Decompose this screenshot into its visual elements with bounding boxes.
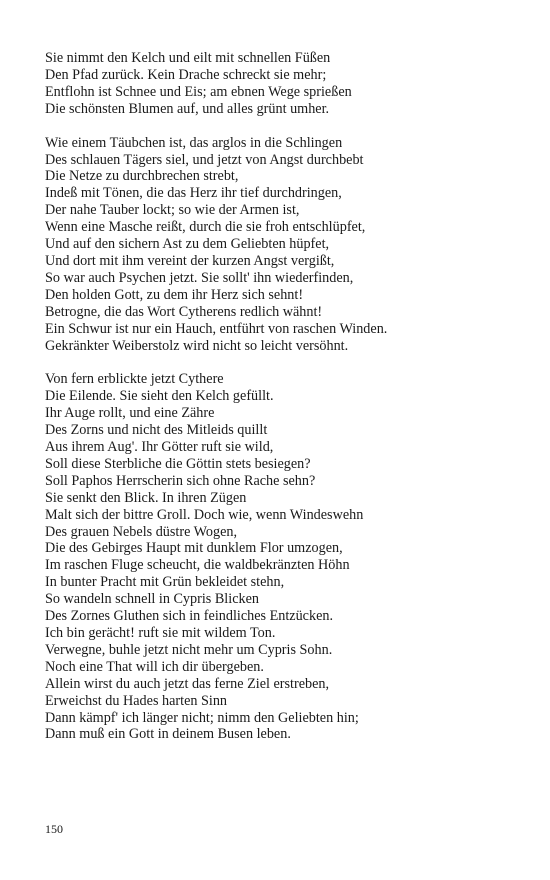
page-number: 150: [45, 822, 63, 836]
poem-line: Den Pfad zurück. Kein Drache schreckt sie mehr;: [45, 66, 327, 83]
poem-line: Die Netze zu durchbrechen strebt,: [45, 168, 239, 185]
poem-line: Im raschen Fluge scheucht, die waldbekränzten Höhn: [45, 557, 350, 574]
poem-line: Dann kämpf' ich länger nicht; nimm den Geliebten hin;: [45, 709, 359, 726]
poem-line: Des schlauen Tägers siel, und jetzt von Angst durchbebt: [45, 151, 364, 168]
poem-page: [45, 50, 515, 760]
stanza-2: [45, 135, 515, 355]
poem-line: Aus ihrem Aug'. Ihr Götter ruft sie wild,: [45, 439, 274, 456]
poem-line: Erweichst du Hades harten Sinn: [45, 692, 228, 709]
poem-line: Und auf den sichern Ast zu dem Geliebten hüpfet,: [45, 236, 330, 253]
poem-line: Von fern erblickte jetzt Cythere: [45, 371, 224, 388]
poem-line: Des Zorns und nicht des Mitleids quillt: [45, 422, 268, 439]
poem-line: Dann muß ein Gott in deinem Busen leben.: [45, 726, 291, 743]
poem-line: Ihr Auge rollt, und eine Zähre: [45, 405, 215, 422]
poem-line: Des Zornes Gluthen sich in feindliches Entzücken.: [45, 608, 334, 625]
poem-line: Ich bin gerächt! ruft sie mit wildem Ton.: [45, 625, 276, 641]
poem-line: Entflohn ist Schnee und Eis; am ebnen Wege sprießen: [45, 83, 352, 100]
poem-line: Gekränkter Weiberstolz wird nicht so leicht versöhnt.: [45, 337, 349, 354]
poem-line: Soll Paphos Herrscherin sich ohne Rache sehn?: [45, 472, 316, 489]
poem-line: Malt sich der bittre Groll. Doch wie, wenn Windeswehn: [45, 506, 364, 523]
poem-line: Soll diese Sterbliche die Göttin stets besiegen?: [45, 455, 311, 472]
poem-line: Der nahe Tauber lockt; so wie der Armen ist,: [45, 202, 300, 219]
stanza-3: [45, 371, 515, 743]
poem-line: In bunter Pracht mit Grün bekleidet stehn,: [45, 574, 285, 591]
poem-line: Des grauen Nebels düstre Wogen,: [45, 523, 238, 540]
poem-line: Betrogne, die das Wort Cytherens redlich wähnt!: [45, 303, 323, 320]
stanza-1: [45, 50, 515, 118]
poem-line: Und dort mit ihm vereint der kurzen Angst vergißt,: [45, 252, 335, 269]
poem-line: So war auch Psychen jetzt. Sie sollt' ihn wiederfinden,: [45, 269, 354, 286]
poem-line: Noch eine That will ich dir übergeben.: [45, 658, 264, 675]
poem-line: Indeß mit Tönen, die das Herz ihr tief durchdringen,: [45, 185, 342, 202]
poem-line: Sie senkt den Blick. In ihren Zügen: [45, 489, 247, 506]
poem-line: Wenn eine Masche reißt, durch die sie froh entschlüpfet,: [45, 219, 366, 236]
poem-line: Die des Gebirges Haupt mit dunklem Flor umzogen,: [45, 540, 343, 557]
poem-line: Die schönsten Blumen auf, und alles grünt umher.: [45, 100, 330, 117]
poem-line: Ein Schwur ist nur ein Hauch, entführt von raschen Winden.: [45, 320, 388, 337]
poem-line: So wandeln schnell in Cypris Blicken: [45, 591, 259, 608]
poem-line: Sie nimmt den Kelch und eilt mit schnellen Füßen: [45, 50, 331, 66]
poem-line: Allein wirst du auch jetzt das ferne Ziel erstreben,: [45, 675, 330, 692]
poem-line: Verwegne, buhle jetzt nicht mehr um Cypris Sohn.: [45, 641, 333, 658]
poem-line: Wie einem Täubchen ist, das arglos in die Schlingen: [45, 134, 343, 151]
poem-line: Den holden Gott, zu dem ihr Herz sich sehnt!: [45, 286, 304, 303]
poem-line: Die Eilende. Sie sieht den Kelch gefüllt.: [45, 388, 274, 405]
